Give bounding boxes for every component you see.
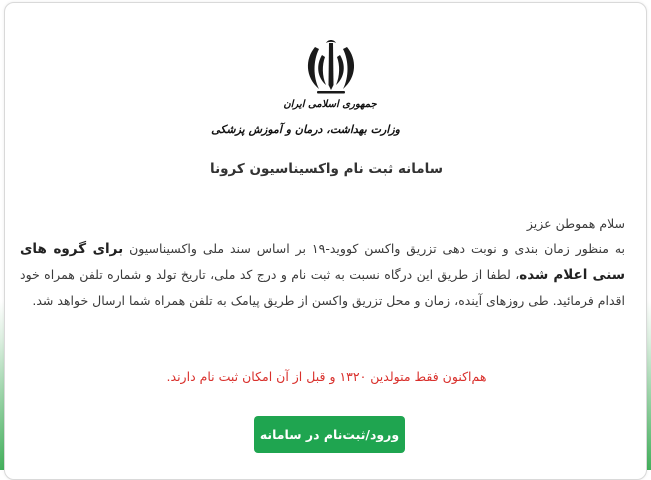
iran-emblem-icon	[305, 37, 357, 95]
ministry-name: وزارت بهداشت، درمان و آموزش پزشکی	[211, 123, 400, 136]
eligibility-notice: هم‌اکنون فقط متولدین ۱۳۲۰ و قبل از آن امکان ثبت نام دارند.	[166, 369, 487, 384]
message-highlight: برای گروه های سنی اعلام شده	[20, 241, 625, 283]
message-text-1: به منظور زمان بندی و نوبت دهی تزریق واکسن کووید-۱۹ بر اساس سند ملی واکسیناسیون	[123, 241, 626, 256]
login-register-button[interactable]: ورود/ثبت‌نام در سامانه	[254, 416, 405, 453]
registration-card	[4, 2, 647, 480]
message-text-2: ، لطفا از طریق این درگاه نسبت به ثبت نام و درج کد ملی، تاریخ تولد و شماره تلفن همراه خود اقدام فرمائید. طی روزهای آینده، زمان و محل تزریق واکسن از طریق پیامک به تلفن همراه شما ارسال خواهد شد.	[20, 267, 625, 308]
message-paragraph	[20, 236, 625, 313]
intro-message	[20, 211, 625, 313]
greeting: سلام هموطن عزیز	[526, 216, 625, 231]
country-name: جمهوری اسلامی ایران	[283, 99, 377, 110]
page-title: سامانه ثبت نام واکسیناسیون کرونا	[210, 161, 443, 177]
